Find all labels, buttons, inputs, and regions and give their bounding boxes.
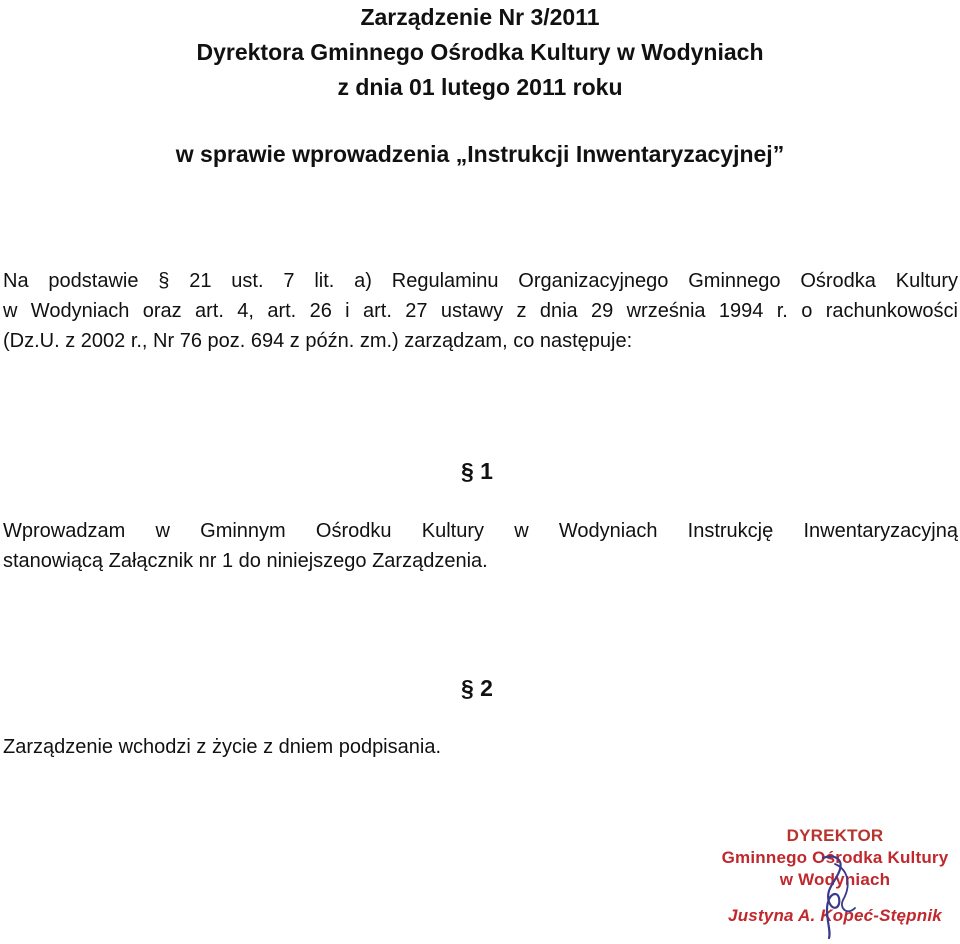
- stamp-institution: Gminnego Ośrodka Kultury: [721, 848, 949, 867]
- document-header: [0, 0, 960, 105]
- section-2-line: Zarządzenie wchodzi z życie z dniem podpisania.: [3, 736, 441, 758]
- director-stamp: [715, 820, 955, 940]
- document-title: Zarządzenie Nr 3/2011: [360, 4, 600, 30]
- document-subject: w sprawie wprowadzenia „Instrukcji Inwentaryzacyjnej”: [175, 141, 785, 167]
- section-1-line: stanowiącą Załącznik nr 1 do niniejszego Zarządzenia.: [3, 550, 488, 572]
- document-date: z dnia 01 lutego 2011 roku: [337, 74, 623, 100]
- section-2-mark: § 2: [461, 675, 493, 701]
- legal-basis-line: (Dz.U. z 2002 r., Nr 76 poz. 694 z późn. zm.) zarządzam, co następuje:: [3, 330, 633, 352]
- section-2-paragraph: [3, 732, 603, 762]
- handwritten-signature: [805, 850, 865, 940]
- document-issuer: Dyrektora Gminnego Ośrodka Kultury w Wodyniach: [196, 39, 764, 65]
- legal-basis-line: Na podstawie § 21 ust. 7 lit. a) Regulaminu Organizacyjnego Gminnego Ośrodka Kultury: [3, 270, 958, 292]
- section-1-paragraph: [3, 516, 958, 576]
- legal-basis-paragraph: [3, 266, 958, 356]
- section-1-mark: § 1: [461, 458, 493, 484]
- legal-basis-line: w Wodyniach oraz art. 4, art. 26 i art. 27 ustawy z dnia 29 września 1994 r. o rachunkowości: [3, 300, 958, 322]
- stamp-title: DYREKTOR: [786, 826, 884, 845]
- section-1-line: Wprowadzam w Gminnym Ośrodku Kultury w Wodyniach Instrukcję Inwentaryzacyjną: [3, 520, 958, 542]
- stamp-name: Justyna A. Kopeć-Stępnik: [728, 906, 942, 925]
- stamp-location: w Wodyniach: [779, 870, 891, 889]
